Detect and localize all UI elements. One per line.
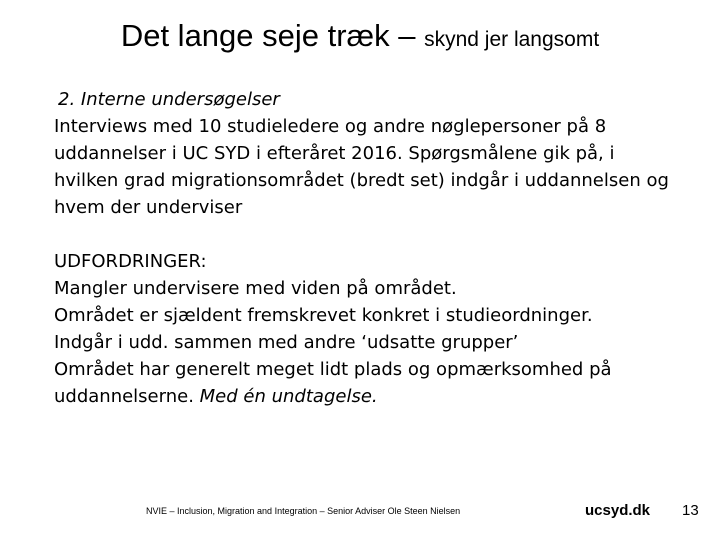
section-paragraph: Interviews med 10 studieledere og andre nøglepersoner på 8 uddannelser i UC SYD i efteråret 2016. Spørgsmålene gik på, i hvilken grad migrationsområdet (bredt set) indgår i uddannelsen og hvem der underviser: [54, 116, 669, 218]
section-heading: 2. Interne undersøgelser: [58, 89, 280, 110]
brand-logo-text: ucsyd.dk: [585, 502, 651, 519]
slide-body: [54, 86, 674, 410]
footer-text: NVIE – Inclusion, Migration and Integration – Senior Adviser Ole Steen Nielsen: [146, 506, 461, 516]
challenge-line-4-text: Området har generelt meget lidt plads og opmærksomhed på uddannelserne.: [54, 359, 612, 407]
challenge-line-4: [54, 356, 674, 410]
challenge-line-4-exception: Med én undtagelse.: [199, 386, 378, 407]
slide-title-sub: skynd jer langsomt: [424, 28, 600, 51]
page-number: 13: [682, 502, 699, 519]
slide-title: [0, 18, 720, 54]
challenges-heading: UDFORDRINGER:: [54, 251, 207, 272]
challenge-line-2: Området er sjældent fremskrevet konkret i studieordninger.: [54, 305, 593, 326]
slide-title-main: Det lange seje træk –: [120, 18, 425, 53]
spacer: [54, 221, 674, 248]
challenge-line-1: Mangler undervisere med viden på området.: [54, 278, 457, 299]
challenge-line-3: Indgår i udd. sammen med andre ‘udsatte grupper’: [54, 332, 519, 353]
